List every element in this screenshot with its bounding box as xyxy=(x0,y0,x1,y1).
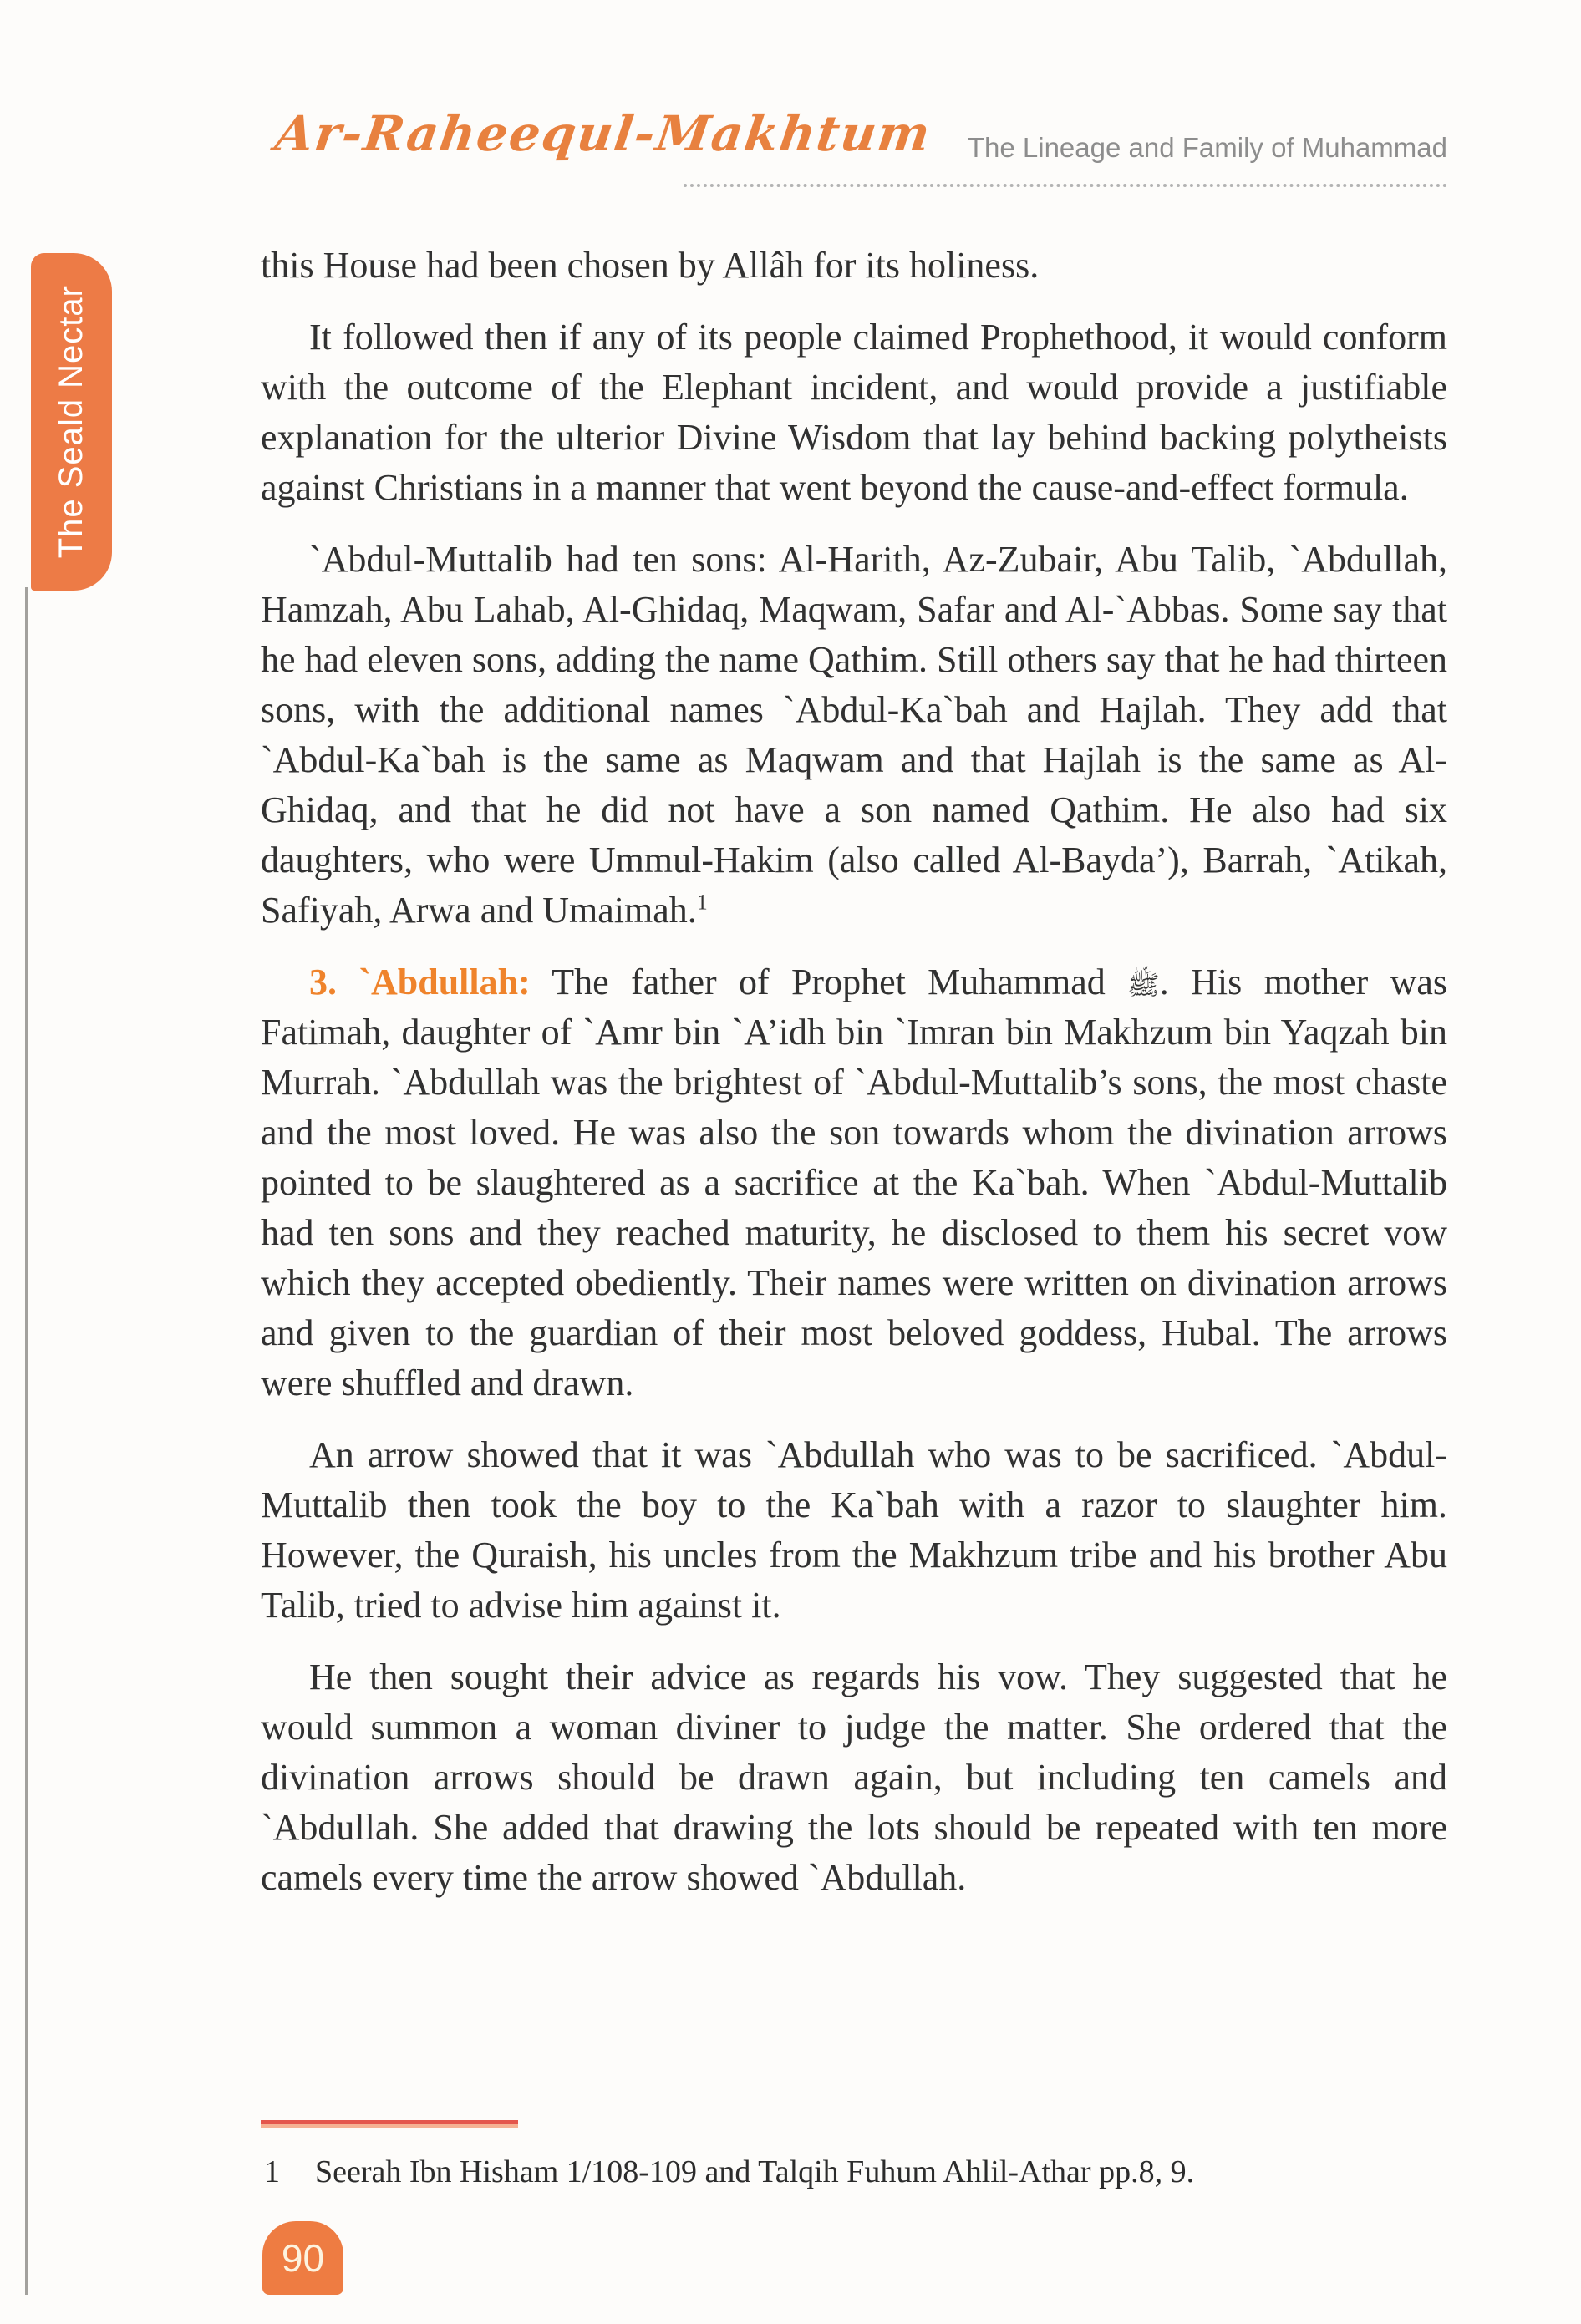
paragraph-text: It followed then if any of its people claimed Prophethood, it would conform with the outcome of the Elephant incident, and would provide a justifiable explanation for the ulterior Divine Wisdom that lay behind backing polytheists against Christians in a manner that went beyond the cause-and-effect formula. xyxy=(261,317,1447,508)
footnote-marker: 1 xyxy=(264,2154,280,2190)
paragraph-text: this House had been chosen by Allâh for its holiness. xyxy=(261,245,1040,286)
footnote-reference: 1 xyxy=(696,890,708,915)
page-number: 90 xyxy=(281,2236,325,2280)
footnote-text: Seerah Ibn Hisham 1/108-109 and Talqih Fuhum Ahlil-Athar pp.8, 9. xyxy=(315,2154,1195,2190)
paragraph xyxy=(261,535,1447,936)
page-number-badge xyxy=(262,2221,343,2295)
paragraph xyxy=(261,312,1447,513)
paragraph-text: `Abdul-Muttalib had ten sons: Al-Harith, Az-Zubair, Abu Talib, `Abdullah, Hamzah, Abu Lahab, Al-Ghidaq, Maqwam, Safar and Al-`Abbas. Some say that he had eleven sons, adding the name Qathim. Still others say that he had thirteen sons, with the additional names `Abdul-Ka`bah and Hajlah. They add that `Abdul-Ka`bah is the same as Maqwam and that Hajlah is the same as Al-Ghidaq, and that he did not have a son named Qathim. He also had six daughters, who were Ummul-Hakim (also called Al-Bayda’), Barrah, `Atikah, Safiyah, Arwa and Umaimah. xyxy=(261,539,1447,931)
left-margin-rule xyxy=(25,587,28,2295)
pbuh-symbol: ﷺ xyxy=(1127,970,1160,1000)
section-heading: 3. `Abdullah: xyxy=(309,962,531,1002)
header-dotted-rule xyxy=(684,184,1447,187)
paragraph xyxy=(261,1430,1447,1631)
paragraph xyxy=(261,1652,1447,1903)
paragraph-text: . His mother was Fatimah, daughter of `Amr bin `A’idh bin `Imran bin Makhzum bin Yaqzah bin Murrah. `Abdullah was the brightest of `Abdul-Muttalib’s sons, the most chaste and the most loved. He was also the son towards whom the divination arrows pointed to be slaughtered as a sacrifice at the Ka`bah. When `Abdul-Muttalib had ten sons and they reached maturity, he disclosed to them his secret vow which they accepted obediently. Their names were written on divination arrows and given to the guardian of their most beloved goddess, Hubal. The arrows were shuffled and drawn. xyxy=(261,962,1447,1403)
footnote-rule xyxy=(261,2120,518,2124)
paragraph-text: An arrow showed that it was `Abdullah who was to be sacrificed. `Abdul-Muttalib then took the boy to the Ka`bah with a razor to slaughter him. However, the Quraish, his uncles from the Makhzum tribe and his brother Abu Talib, tried to advise him against it. xyxy=(261,1434,1447,1626)
paragraph xyxy=(261,241,1447,291)
book-title-script: Ar-Raheequl-Makhtum xyxy=(272,105,935,162)
side-tab xyxy=(31,253,112,591)
body-text xyxy=(261,241,1447,1925)
paragraph-text: He then sought their advice as regards his vow. They suggested that he would summon a woman diviner to judge the matter. She ordered that the divination arrows should be drawn again, but including ten camels and `Abdullah. She added that drawing the lots should be repeated with ten more camels every time the arrow showed `Abdullah. xyxy=(261,1657,1447,1898)
paragraph-text: The father of Prophet Muhammad xyxy=(530,962,1128,1002)
paragraph xyxy=(261,957,1447,1408)
chapter-title: The Lineage and Family of Muhammad xyxy=(967,132,1447,163)
footnote xyxy=(264,2154,1449,2190)
side-tab-label: The Seald Nectar xyxy=(53,285,89,559)
